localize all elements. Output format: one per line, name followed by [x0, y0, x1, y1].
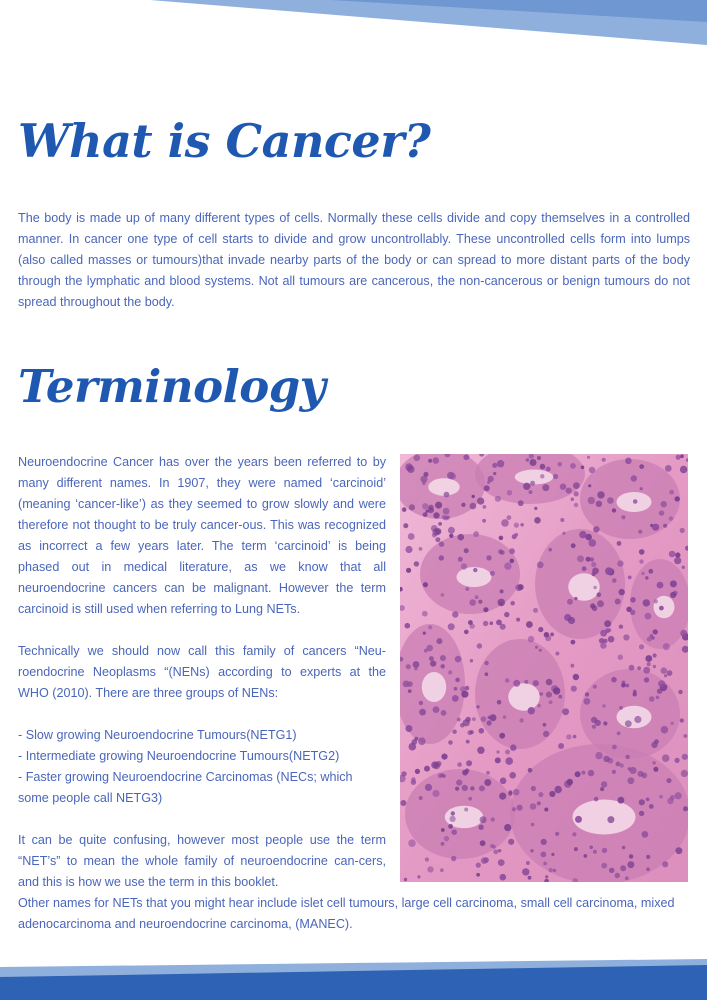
top-decorative-band — [0, 0, 707, 60]
heading-terminology: Terminology — [18, 360, 326, 413]
nen-groups-list — [18, 725, 386, 809]
list-item: - Slow growing Neuroendocrine Tumours(NETG1) — [18, 728, 297, 742]
terminology-paragraph-1: Neuroendocrine Cancer has over the years been referred to by many different names. In 1907, they were named ‘carcinoid’ (meaning ‘cancer-like’) as they seemed to grow slowly and were therefore not thought to be truly cancer-ous. This was recognized as incorrect a few years later. The term ‘carcinoid’ is being phased out in medical literature, as we know that all neuroendocrine cancers can be malignant. However the term carcinoid is still used when referring to Lung NETs. — [18, 455, 386, 616]
heading-what-is-cancer: What is Cancer? — [18, 114, 431, 168]
terminology-paragraph-3: It can be quite confusing, however most people use the term “NET’s” to mean the whole family of neuroendocrine can-cers, and this is how we use the term in this booklet. — [18, 833, 386, 889]
list-item: - Faster growing Neuroendocrine Carcinomas (NECs; which some people call NETG3) — [18, 770, 353, 805]
terminology-column — [18, 452, 386, 893]
intro-paragraph: The body is made up of many different types of cells. Normally these cells divide and copy themselves in a controlled manner. In cancer one type of cell starts to divide and grow uncontrollably. These uncontrolled cells form into lumps (also called masses or tumours)that invade nearby parts of the body or can spread to more distant parts of the body through the lymphatic and blood systems. Not all tumours are cancerous, the non-cancerous or benign tumours do not spread throughout the body. — [18, 211, 690, 309]
terminology-paragraph-2: Technically we should now call this family of cancers “Neu-roendocrine Neoplasms “(NENs) according to experts at the WHO (2010). There are three groups of NENs: — [18, 644, 386, 700]
list-item: - Intermediate growing Neuroendocrine Tumours(NETG2) — [18, 749, 340, 763]
histology-image — [400, 454, 688, 882]
bottom-decorative-band — [0, 955, 707, 1000]
terminology-paragraph-4: Other names for NETs that you might hear include islet cell tumours, large cell carcinoma, small cell carcinoma, mixed adenocarcinoma and neuroendocrine carcinoma, (MANEC). — [18, 896, 675, 931]
